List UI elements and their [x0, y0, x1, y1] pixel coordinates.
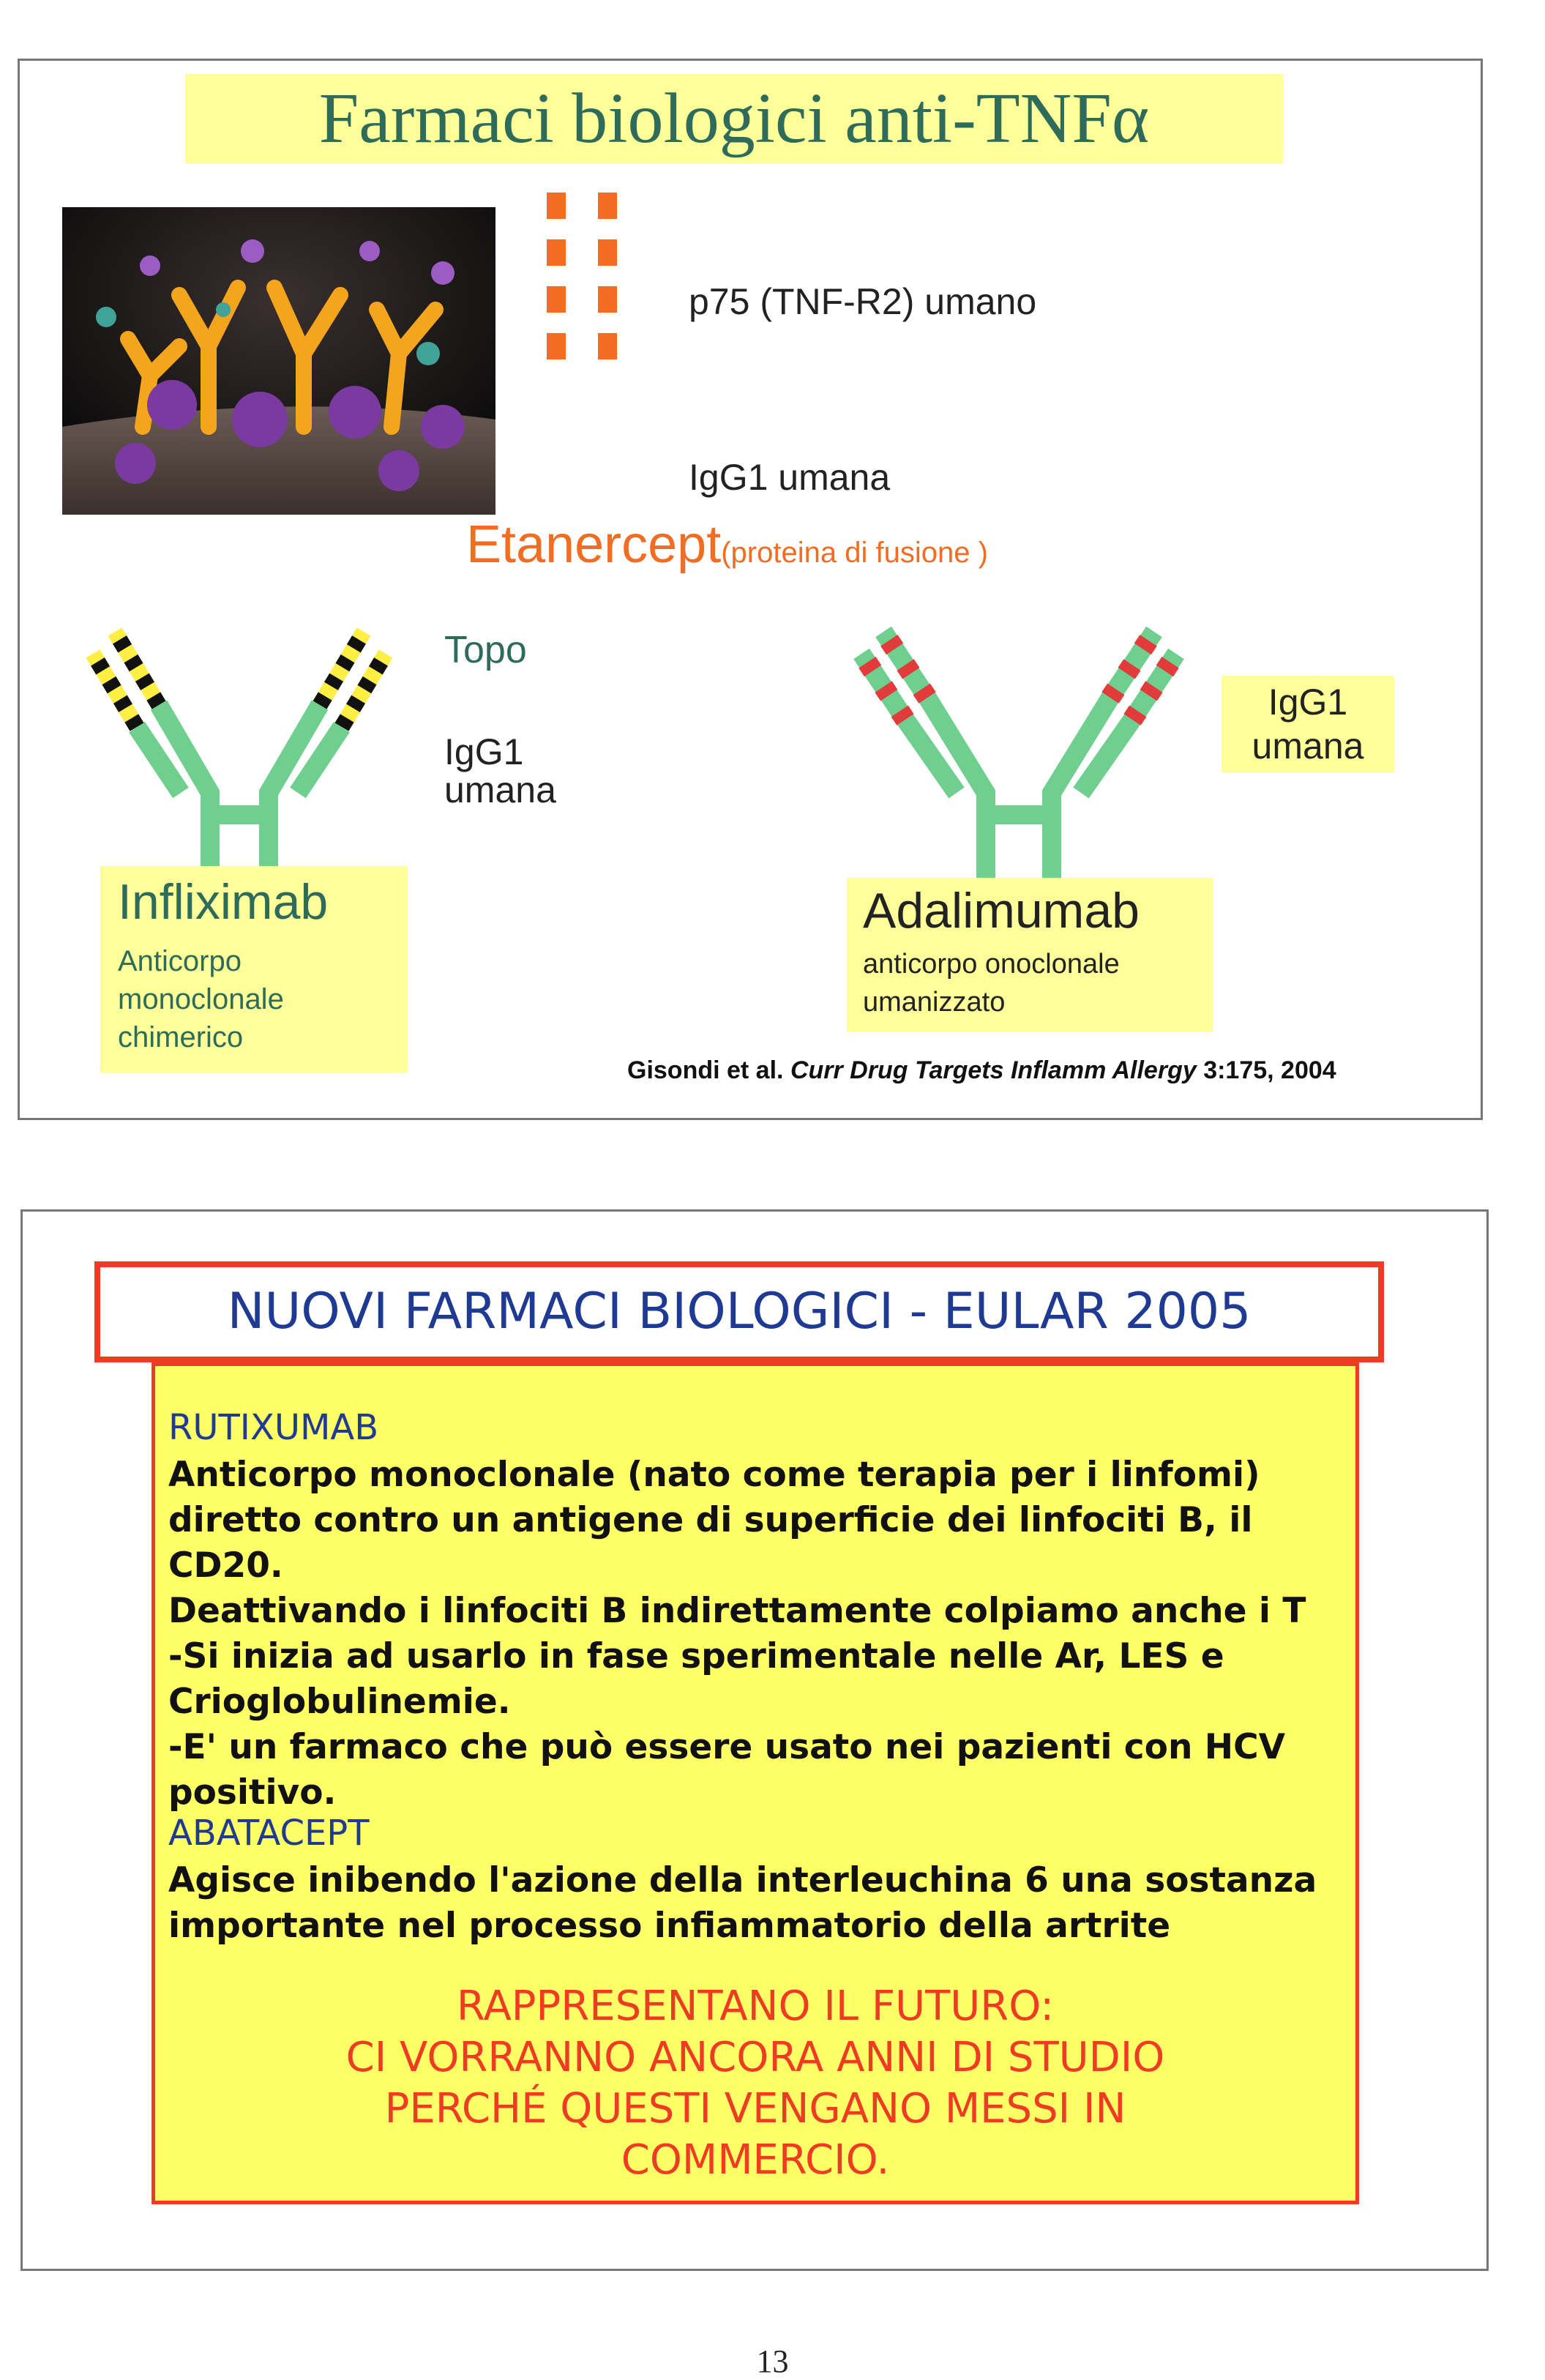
adalimumab-igg-label: IgG1 umana: [1252, 682, 1364, 766]
page-number: 13: [756, 2343, 789, 2379]
slide-anti-tnf: [18, 59, 1483, 1120]
slide2-body: [151, 1362, 1359, 2204]
etanercept-name: Etanercept: [466, 515, 722, 574]
infliximab-igg-label: IgG1 umana: [444, 731, 556, 810]
rituximab-heading: RUTIXUMAB: [168, 1407, 379, 1448]
abatacept-text: Agisce inibendo l'azione della interleuchina 6 una sostanza importante nel processo infiammatorio della artrite: [168, 1860, 1317, 1946]
adalimumab-box: [847, 878, 1213, 1032]
adalimumab-name: Adalimumab: [863, 883, 1140, 939]
future-note: RAPPRESENTANO IL FUTURO: CI VORRANNO ANCORA ANNI DI STUDIO PERCHÉ QUESTI VENGANO MESSI IN COMMERCIO.: [345, 1982, 1165, 2184]
antibody-illustration-svg: [62, 207, 495, 515]
citation: [627, 1056, 1336, 1085]
slide2-title: NUOVI FARMACI BIOLOGICI - EULAR 2005: [94, 1261, 1384, 1362]
citation-ref: 3:175, 2004: [1203, 1056, 1336, 1084]
infliximab-description: Anticorpo monoclonale chimerico: [118, 945, 284, 1053]
slide1-title: Farmaci biologici anti-TNFα: [185, 74, 1283, 163]
etanercept-diagram: [525, 193, 656, 537]
etanercept-label: [466, 515, 988, 575]
infliximab-antibody-diagram: [78, 573, 430, 881]
adalimumab-description: anticorpo onoclonale umanizzato: [863, 949, 1120, 1018]
infliximab-name: Infliximab: [118, 874, 329, 930]
etanercept-p75-label: p75 (TNF-R2) umano: [689, 281, 1037, 322]
antibody-illustration: [62, 207, 495, 515]
etanercept-igg-label: IgG1 umana: [689, 457, 891, 498]
abatacept-heading: ABATACEPT: [168, 1813, 370, 1854]
infliximab-box: [100, 866, 408, 1073]
infliximab-mouse-label: Topo: [444, 629, 527, 671]
etanercept-subtitle: (proteina di fusione ): [721, 537, 988, 569]
rituximab-text: Anticorpo monoclonale (nato come terapia per i linfomi) diretto contro un antigene di superficie dei linfociti B, il CD20. Deattivando i linfociti B indirettamente colpiamo anche i T -Si inizia ad usarlo in fase sperimentale nelle Ar, LES e Crioglobulinemie. -E' un farmaco che può essere usato nei pazienti con HCV positivo.: [168, 1455, 1306, 1813]
adalimumab-igg-box: [1222, 676, 1394, 772]
adalimumab-antibody-diagram: [839, 588, 1220, 881]
citation-authors: Gisondi et al.: [627, 1056, 784, 1084]
citation-journal: Curr Drug Targets Inflamm Allergy: [790, 1056, 1197, 1084]
slide-new-biologics: [20, 1209, 1489, 2271]
